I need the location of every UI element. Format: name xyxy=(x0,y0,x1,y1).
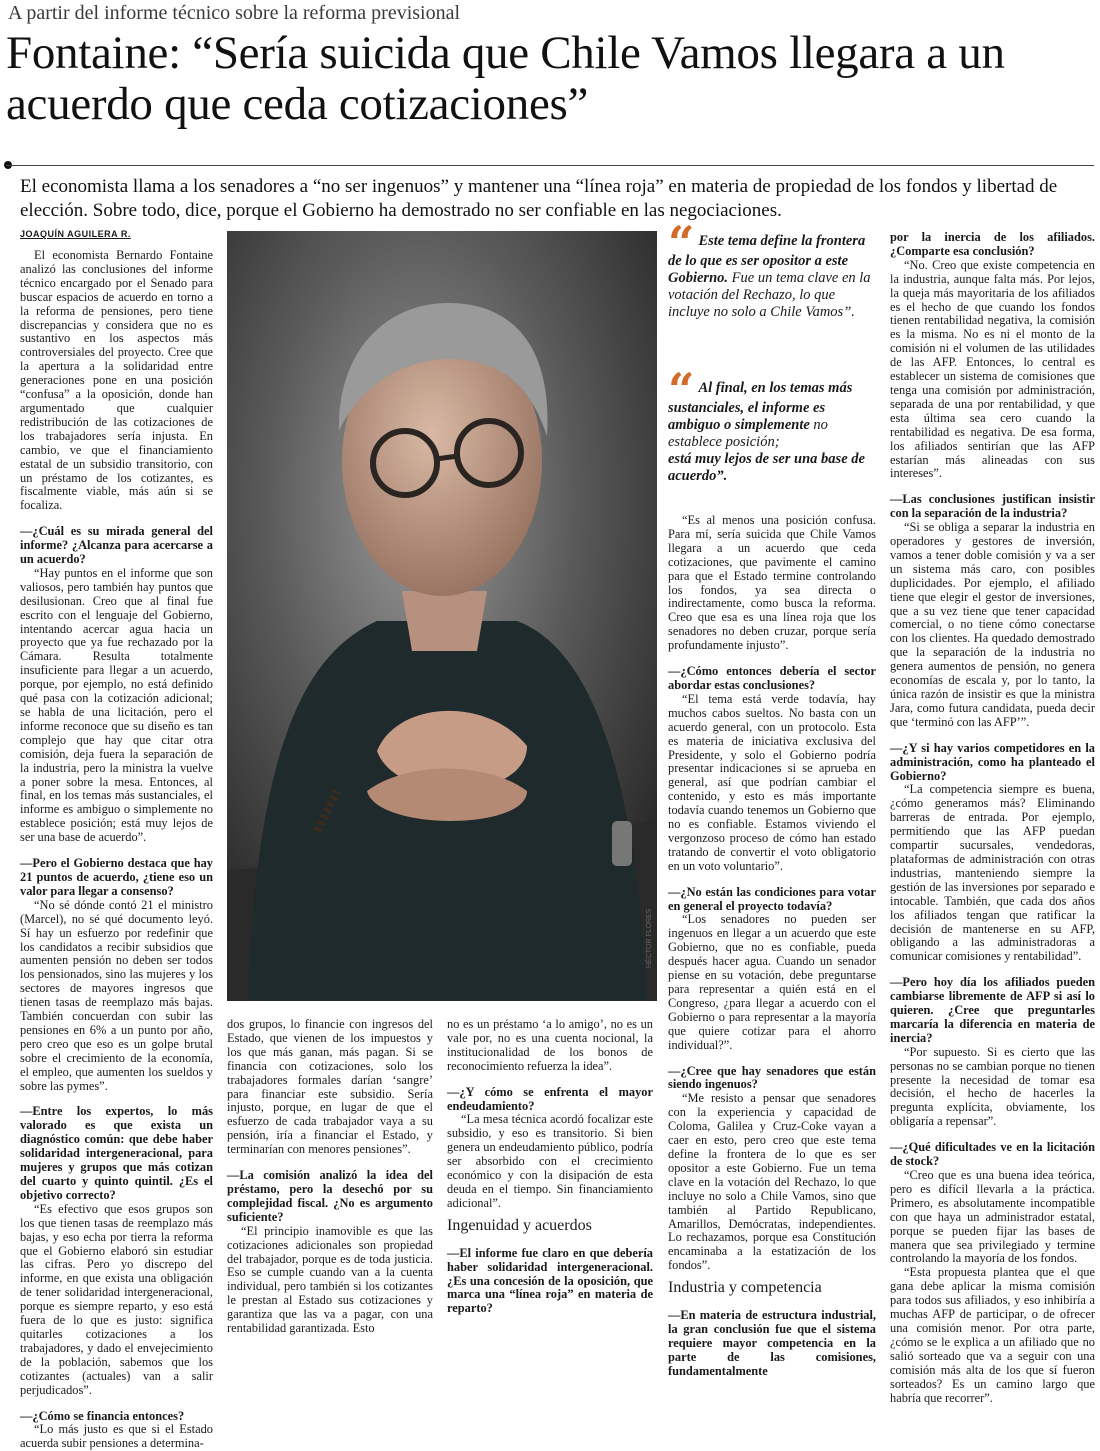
column-4 xyxy=(668,513,876,1378)
answer: “Es efectivo que esos grupos son los que tienen tasas de reemplazo más bajas, y eso echa por tierra la reforma que el Gobierno elaboró sin estudiar las cifras. Pero yo discrepo del informe, en que exista una obligación de tener solidaridad intergeneracional, porque es siempre reparto, y eso está fuera de lo que es justo: significa quitarles cotizaciones a los trabajadores, y dado el envejecimiento de la población, sabemos que los cotizantes (actuales) van a salir perjudicados”. xyxy=(20,1201,213,1397)
kicker: A partir del informe técnico sobre la reforma previsional xyxy=(8,2,461,24)
answer: “Si se obliga a separar la industria en operadores y gestores de inversión, vamos a tener doble comisión y va a ser un sistema más caro, con posibles duplicidades. Por ejemplo, el afiliado tiene que elegir el gestor de inversiones, que a su vez tiene que tener capacidad comercial, o no tiene cómo conectarse con los clientes. Ha quedado demostrado que la separación de la industria no genera aumentos de pensión, no genera economías de escala y, por lo tanto, la única razón de insistir es que la ministra Jara, como futura candidata, pueda decir que ‘terminó con las AFP’”. xyxy=(890,520,1095,729)
answer: “Los senadores no pueden ser ingenuos en llegar a un acuerdo que este Gobierno, que no es confiable, pueda después hacer agua. Cuando un senador piense en su votación, debe preguntarse para representar a quién está en el Congreso, ¿para llegar a acuerdo con el Gobierno o para representar a la mayoría que quiere cotizar para el ahorro individual?”. xyxy=(668,912,876,1052)
headline: Fontaine: “Sería suicida que Chile Vamos llegara a un acuerdo que ceda cotizaciones” xyxy=(6,27,1005,130)
question: —¿Y cómo se enfrenta el mayor endeudamiento? xyxy=(447,1084,653,1113)
headline-rule xyxy=(6,165,1094,166)
question: —En materia de estructura industrial, la gran conclusión fue que el sistema requiere mayor competencia en la parte de las comisiones, fundamentalmente xyxy=(668,1308,876,1378)
question: —Pero el Gobierno destaca que hay 21 puntos de acuerdo, ¿tiene eso un valor para llegar a consenso? xyxy=(20,856,213,898)
question: —¿No están las condiciones para votar en general el proyecto todavía? xyxy=(668,884,876,913)
subhead: Industria y competencia xyxy=(668,1279,822,1297)
answer: “Lo más justo es que si el Estado acuerda subir pensiones a determina- xyxy=(20,1422,213,1451)
answer: “Esta propuesta plantea que el que gana debe aplicar la misma comisión para todos sus afiliados, y eso inhibiría a muchas AFP de participar, o de ofrecer una comisión menor. Por otra parte, ¿cómo se le explica a un afiliado que no salió sorteado que va a seguir con una comisión más alta de los que sí fueron sorteados? Es un camino largo que habría que recorrer”. xyxy=(890,1265,1095,1405)
pull-quote-bold: está muy lejos de ser una base de acuerdo”. xyxy=(668,451,865,484)
pull-quote-bold: Al final, en los temas más sustanciales, el informe es ambiguo o simplemente xyxy=(668,380,853,433)
column-1 xyxy=(20,248,213,1451)
deck: El economista llama a los senadores a “no ser ingenuos” y mantener una “línea roja” en materia de propiedad de los fondos y libertad de elección. Sobre todo, dice, porque el Gobierno ha demostrado no ser confiable en las negociaciones. xyxy=(20,176,1058,221)
pull-quote-bold: Este tema define la frontera de lo que es ser opositor a este Gobierno. xyxy=(668,233,866,286)
quote-mark-icon: “ xyxy=(668,216,695,270)
column-2 xyxy=(227,1018,433,1350)
photo-credit: HÉCTOR FLORES xyxy=(646,908,653,968)
pull-quote-text: no establece posición; xyxy=(668,417,828,450)
question: —¿Cuál es su mirada general del informe? ¿Alcanza para acercarse a un acuerdo? xyxy=(20,524,213,567)
subhead: Ingenuidad y acuerdos xyxy=(447,1216,592,1234)
answer: “La mesa técnica acordó focalizar este subsidio, y eso es transitorio. Si bien genera un endeudamiento público, podría ser absorbido con el crecimiento económico y con la disipación de esta deuda en el tiempo. Sin financiamiento adicional”. xyxy=(447,1112,653,1210)
question: —Entre los expertos, lo más valorado es que exista un diagnóstico común: que debe haber solidaridad intergeneracional, para mujeres y grupos que más cotizan del cuarto y quinto quintil. ¿Es el objetivo correcto? xyxy=(20,1104,213,1202)
answer: “Hay puntos en el informe que son valiosos, pero también hay puntos que desilusionan. Creo que al final fue escrito con el lenguaje del Gobierno, intentando acercar agua hacia un proyecto que ya fue rechazado por la Cámara. Resulta totalmente insuficiente para llegar a un acuerdo, porque, por ejemplo, no está definido qué pasa con la cotización adicional; se habla de una licitación, pero el informe reconoce que su diseño es tan complejo que hay que citar otra comisión, deja fuera la separación de la industria, pero la ministra la vuelve a poner sobre la mesa. Entonces, al final, en los temas más sustanciales, el informe es ambiguo o simplemente no establece posición; está muy lejos de ser una base de acuerdo”. xyxy=(20,565,213,845)
pull-quote-text: Fue un tema clave en la votación del Rechazo, lo que incluye no solo a Chile Vamos”. xyxy=(668,270,871,320)
answer: “Creo que es una buena idea teórica, pero es difícil llevarla a la práctica. Primero, es absolutamente incompatible con que haya un administrador estatal, porque se pueden fijar las bases de manera que sea privilegiado y termine controlando la mayoría de los fondos. xyxy=(890,1168,1095,1266)
quote-mark-icon: “ xyxy=(668,363,695,417)
question: —Las conclusiones justifican insistir con la separación de la industria? xyxy=(890,492,1095,521)
column-3 xyxy=(447,1018,653,1350)
question: —¿Y si hay varios competidores en la administración, como ha planteado el Gobierno? xyxy=(890,740,1095,783)
intro-paragraph: El economista Bernardo Fontaine analizó las conclusiones del informe técnico encargado por el Senado para buscar espacios de acuerdo en torno a la reforma de pensiones, pero tiene discrepancias y considera que no es sustantivo en los aspectos más controversiales del proyecto. Cree que la apertura a la solidaridad entre generaciones pone en una posición “confusa” a la oposición, donde han argumentado que cualquier redistribución de las cotizaciones de los trabajadores sería injusta. En cambio, ve que el financiamiento estatal de un subsidio transitorio, con un préstamo de los cotizantes, es fiscalmente viable, más aún si se focaliza. xyxy=(20,248,213,513)
question: —¿Qué dificultades ve en la licitación de stock? xyxy=(890,1140,1095,1169)
answer: “El principio inamovible es que las cotizaciones adicionales son propiedad del trabajador, porque es de toda justicia. Eso se cumple cuando van a la cuenta individual, pero también si los cotizantes le prestan al Estado sus cotizaciones y garantiza que las va a pagar, con una rentabilidad garantizada. Esto xyxy=(227,1223,433,1336)
answer: “El tema está verde todavía, hay muchos cabos sueltos. No basta con un acuerdo general, con un protocolo. Esta es materia de iniciativa exclusiva del Presidente, y solo el Gobierno podría presentar indicaciones si se aprueba en general, así que podrían cambiar el contenido, y esto es más importante todavía cuando tenemos un Gobierno que no es confiable. Estamos viviendo el vergonzoso proceso de cómo han estado tratando de convertir el voto obligatorio en un voto voluntario”. xyxy=(668,691,876,873)
answer: “La competencia siempre es buena, ¿cómo generamos más? Eliminando barreras de entrada. Por ejemplo, permitiendo que las AFP puedan compartir sucursales, vendedoras, plataformas de administración con otras industrias, manteniendo siempre la gestión de las inversiones por separado e intocable. También, que cada dos años los afiliados tengan que ratificar la decisión de mantenerse en su AFP, obligando a las administradoras a comunicar comisiones y rentabilidad”. xyxy=(890,782,1095,964)
byline: JOAQUÍN AGUILERA R. xyxy=(20,229,131,239)
question: por la inercia de los afiliados. ¿Comparte esa conclusión? xyxy=(890,230,1095,258)
answer: “No sé dónde contó 21 el ministro (Marcel), no sé qué documento leyó. Sí hay un esfuerzo por redefinir que los candidatos a recibir subsidios que aumenten pensión no deben ser todos los pensionados, sino las mujeres y los sectores de mayores ingresos que tienen tasas de reemplazo más bajas. También concuerdan con subir las pensiones en 6% a un punto por año, pero creo que eso es un golpe brutal sobre el crecimiento de la economía, el empleo, que aumenten los sueldos y sobre las pymes”. xyxy=(20,897,213,1093)
paragraph: dos grupos, lo financie con ingresos del Estado, que vienen de los impuestos y los que más ganan, más pagan. Si se financia con cotizaciones, solo los trabajadores formales darían ‘sangre’ para financiar este subsidio. Sería injusto, porque, en lugar de que el esfuerzo de cada trabajador vaya a su pensión, iría a financiar el Estado, y terminarían con menores pensiones”. xyxy=(227,1017,433,1157)
pull-quote-2 xyxy=(668,363,876,485)
question: —La comisión analizó la idea del préstamo, pero la desechó por su complejidad fiscal. ¿No es argumento suficiente? xyxy=(227,1168,433,1224)
answer: “Me resisto a pensar que senadores con la experiencia y capacidad de Coloma, Galilea y Cruz-Coke vayan a caer en esto, pero creo que este tema define la frontera de lo que es ser opositor a este Gobierno. Fue un tema clave en la votación del Rechazo, lo que incluye no solo a Chile Vamos, sino que también al Partido Republicano, Amarillos, Demócratas, independientes. Lo rechazamos, porque esa Constitución encaminaba a la estatización de los fondos”. xyxy=(668,1091,876,1273)
portrait-illustration xyxy=(227,231,657,1001)
answer: “No. Creo que existe competencia en la industria, aunque falta más. Por lejos, la queja más mayoritaria de los afiliados es el hecho de que cuando los fondos tienen rentabilidad negativa, la comisión es la misma. No es ni el monto de la comisión ni el volumen de las utilidades de las AFP. Entonces, lo central es establecer un sistema de comisiones que tenga una comisión por administración, separada de una por rentabilidad, y que esta última sea cero cuando la rentabilidad es negativa. De esa forma, los afiliados sentirían que las AFP estarían más alineadas con sus intereses”. xyxy=(890,257,1095,481)
question: —¿Cómo entonces debería el sector abordar estas conclusiones? xyxy=(668,664,876,692)
portrait-photo xyxy=(227,231,657,1001)
question: —El informe fue claro en que debería haber solidaridad intergeneracional. ¿Es una concesión de la oposición, que marca una “línea roja” en materia de reparto? xyxy=(447,1245,653,1316)
answer: “Por supuesto. Si es cierto que las personas no se cambian porque no tienen presente la necesidad de tomar esa decisión, el hecho de hacerles la pregunta explícita, obviamente, los obligaría a repensar”. xyxy=(890,1044,1095,1129)
question: —Pero hoy día los afiliados pueden cambiarse libremente de AFP si así lo quieren. ¿Cree que preguntarles marcaría la diferencia en materia de inercia? xyxy=(890,975,1095,1045)
answer: “Es al menos una posición confusa. Para mí, sería suicida que Chile Vamos llegara a un acuerdo que ceda cotizaciones, que pavimente el camino para que el Estado termine controlando los fondos, ya sea directa o indirectamente, como busca la reforma. Creo que esa es una línea roja que los senadores no deben cruzar, porque sería profundamente injusto”. xyxy=(668,513,876,653)
pull-quote-1 xyxy=(668,216,876,321)
question: —¿Cómo se financia entonces? xyxy=(20,1408,185,1423)
question: —¿Cree que hay senadores que están siendo ingenuos? xyxy=(668,1063,876,1092)
paragraph: no es un préstamo ‘a lo amigo’, no es un vale por, no es una cuenta nocional, la institucionalidad de los bonos de reconocimiento refuerza la idea”. xyxy=(447,1017,653,1073)
column-5 xyxy=(890,230,1095,1405)
